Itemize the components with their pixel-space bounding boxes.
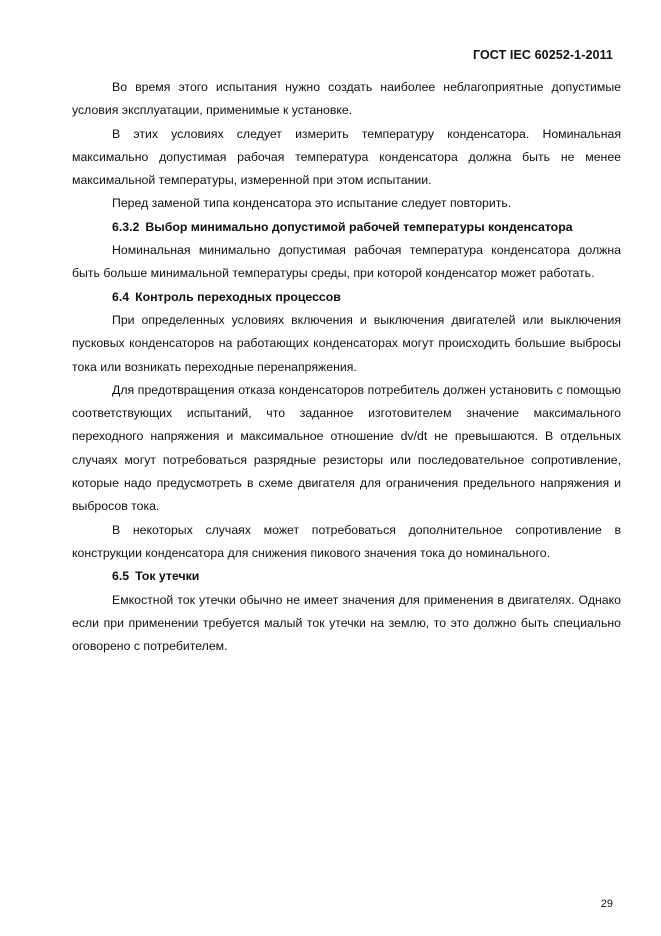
section-heading-6-5 — [72, 565, 621, 588]
paragraph-test-conditions: Во время этого испытания нужно создать наиболее неблагоприятные допустимые условия эксплуатации, применимые к установке. — [72, 80, 621, 118]
section-title: Ток утечки — [135, 569, 200, 584]
page-body — [72, 76, 621, 658]
paragraph-min-temperature: Номинальная минимально допустимая рабочая температура конденсатора должна быть больше минимальной температуры среды, при которой конденсатор может работать. — [72, 243, 621, 281]
paragraph-leakage-current: Емкостной ток утечки обычно не имеет значения для применения в двигателях. Однако если при применении требуется малый ток утечки на землю, то это должно быть специально оговорено с потребителем. — [72, 592, 621, 654]
section-number: 6.3.2 — [112, 219, 140, 234]
section-title: Выбор минимально допустимой рабочей температуры конденсатора — [145, 219, 573, 234]
section-title: Контроль переходных процессов — [135, 289, 341, 304]
paragraph-repeat-test: Перед заменой типа конденсатора это испытание следует повторить. — [112, 196, 512, 211]
section-number: 6.4 — [112, 289, 130, 304]
section-number: 6.5 — [112, 569, 130, 584]
paragraph-additional-resistance: В некоторых случаях может потребоваться дополнительное сопротивление в конструкции конденсатора для снижения пикового значения тока до номинального. — [72, 522, 621, 560]
paragraph-failure-prevention: Для предотвращения отказа конденсаторов потребитель должен установить с помощью соответствующих испытаний, что заданное изготовителем значение максимального переходного напряжения и максимальное отношение dv/dt не превышаются. В отдельных случаях могут потребоваться разрядные резисторы или последовательное сопротивление, которые надо предусмотреть в схеме двигателя для ограничения предельного напряжения и выбросов тока. — [72, 382, 621, 514]
paragraph-transients: При определенных условиях включения и выключения двигателей или выключения пусковых конденсаторов на работающих конденсаторах могут происходить большие выбросы тока или возникать переходные перенапряжения. — [72, 312, 621, 374]
document-code-header: ГОСТ IEC 60252-1-2011 — [472, 48, 613, 62]
page-number: 29 — [600, 898, 613, 910]
paragraph-temperature-measurement: В этих условиях следует измерить температуру конденсатора. Номинальная максимально допустимая рабочая температура конденсатора должна быть не менее максимальной температуры, измеренной при этом испытании. — [72, 126, 621, 188]
section-heading-6-4 — [72, 286, 621, 309]
section-heading-6-3-2 — [72, 216, 621, 239]
